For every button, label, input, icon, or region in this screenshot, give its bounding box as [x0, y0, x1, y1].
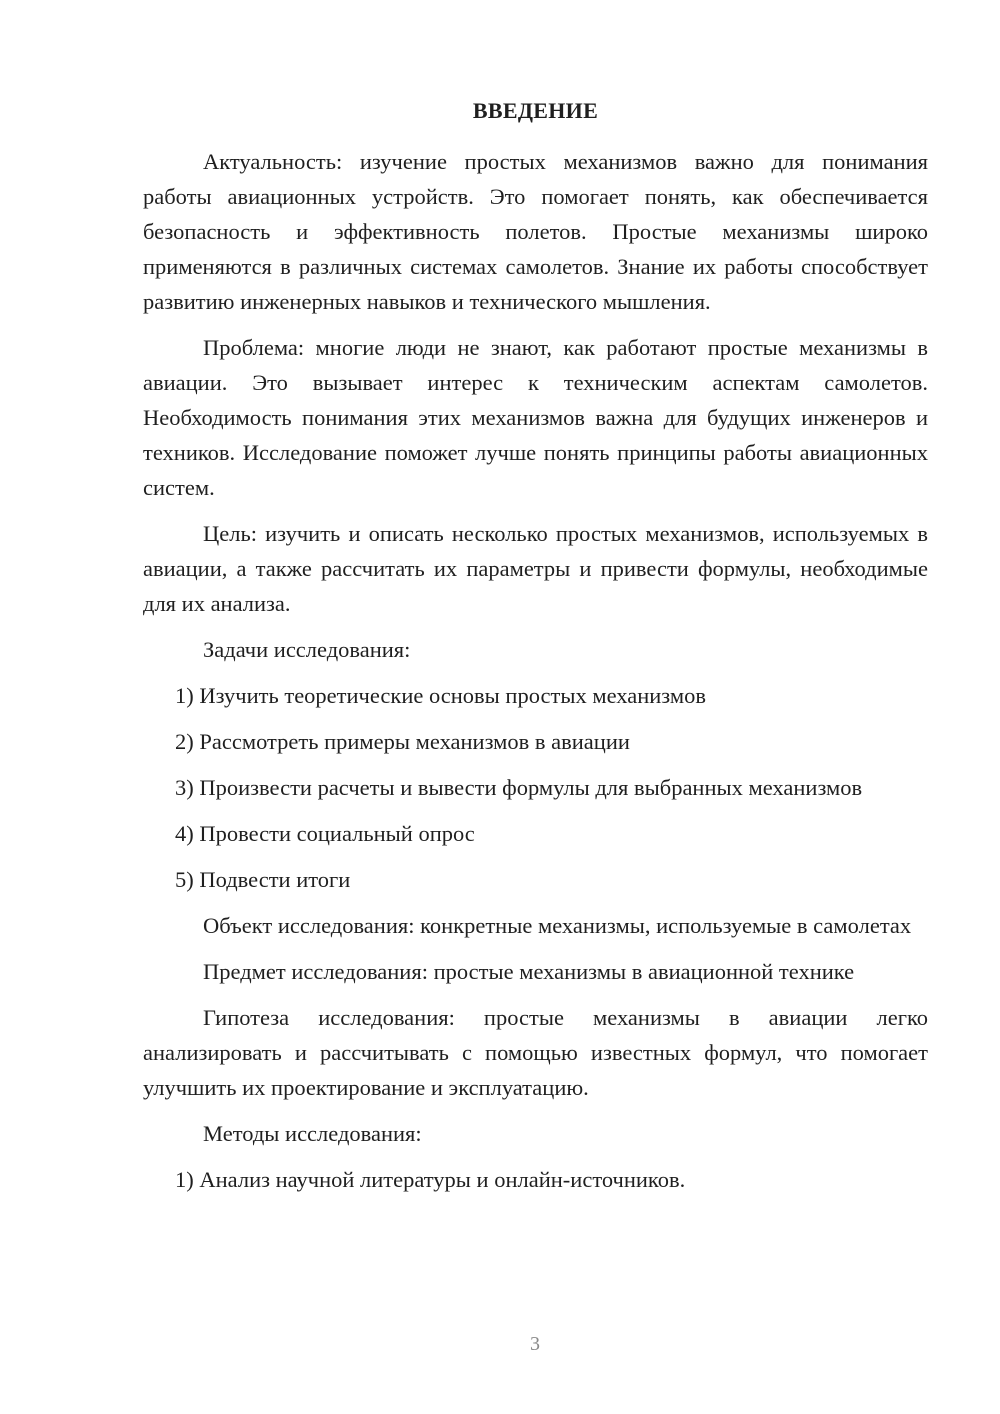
- problem-paragraph: Проблема: многие люди не знают, как работают простые механизмы в авиации. Это вызывает интерес к техническим аспектам самолетов. Необходимость понимания этих механизмов важна для будущих инженеров и техников. Исследование поможет лучше понять принципы работы авиационных систем.: [143, 335, 928, 500]
- document-body: [143, 96, 928, 1208]
- page-number: 3: [530, 1333, 540, 1355]
- hypothesis-paragraph: Гипотеза исследования: простые механизмы в авиации легко анализировать и рассчитывать с помощью известных формул, что помогает улучшить их проектирование и эксплуатацию.: [143, 1005, 928, 1100]
- task-item: 2) Рассмотреть примеры механизмов в авиации: [175, 729, 630, 754]
- page-title: ВВЕДЕНИЕ: [472, 98, 599, 123]
- tasks-heading: Задачи исследования:: [203, 637, 411, 662]
- task-item: 5) Подвести итоги: [175, 867, 351, 892]
- task-item: 1) Изучить теоретические основы простых механизмов: [175, 683, 706, 708]
- task-item: 4) Провести социальный опрос: [175, 821, 475, 846]
- subject-paragraph: Предмет исследования: простые механизмы в авиационной технике: [203, 959, 855, 984]
- object-paragraph: Объект исследования: конкретные механизмы, используемые в самолетах: [203, 913, 912, 938]
- goal-paragraph: Цель: изучить и описать несколько простых механизмов, используемых в авиации, а также рассчитать их параметры и привести формулы, необходимые для их анализа.: [143, 521, 928, 616]
- task-item: 3) Произвести расчеты и вывести формулы для выбранных механизмов: [175, 775, 863, 800]
- relevance-paragraph: Актуальность: изучение простых механизмов важно для понимания работы авиационных устройств. Это помогает понять, как обеспечивается безопасность и эффективность полетов. Простые механизмы широко применяются в различных системах самолетов. Знание их работы способствует развитию инженерных навыков и технического мышления.: [143, 149, 928, 314]
- method-item: 1) Анализ научной литературы и онлайн-источников.: [175, 1167, 686, 1192]
- methods-heading: Методы исследования:: [203, 1121, 422, 1146]
